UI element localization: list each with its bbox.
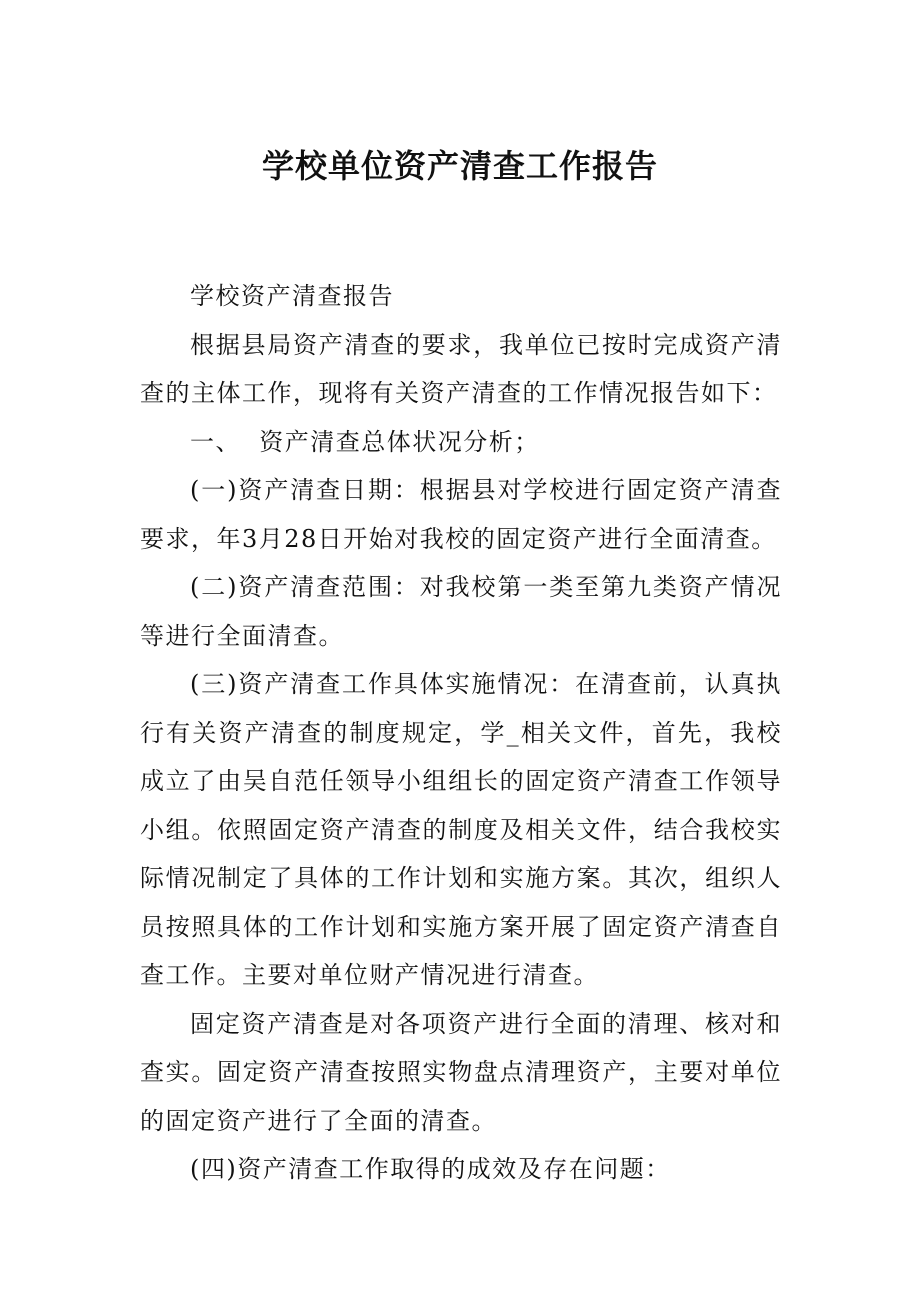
paragraph-item-1: (一)资产清查日期：根据县对学校进行固定资产清查要求，年3月28日开始对我校的固定资产进行全面清查。 [140,476,782,553]
document-title: 学校单位资产清查工作报告 [261,147,658,185]
paragraph-intro: 根据县局资产清查的要求，我单位已按时完成资产清查的主体工作，现将有关资产清查的工作情况报告如下： [140,330,782,407]
paragraph-item-2: (二)资产清查范围：对我校第一类至第九类资产情况等进行全面清查。 [140,573,782,650]
paragraph-item-3: (三)资产清查工作具体实施情况：在清查前，认真执行有关资产清查的制度规定，学_相关文件，首先，我校成立了由吴自范任领导小组组长的固定资产清查工作领导小组。依照固定资产清查的制度及相关文件，结合我校实际情况制定了具体的工作计划和实施方案。其次，组织人员按照具体的工作计划和实施方案开展了固定资产清查自查工作。主要对单位财产情况进行清查。 [140,670,782,989]
document-body [140,272,782,1194]
paragraph-subtitle: 学校资产清查报告 [190,282,394,310]
section-heading-1: 一、 资产清查总体状况分析； [190,427,540,456]
paragraph-fixed-assets: 固定资产清查是对各项资产进行全面的清理、核对和查实。固定资产清查按照实物盘点清理资产，主要对单位的固定资产进行了全面的清查。 [140,1009,782,1135]
paragraph-item-4: (四)资产清查工作取得的成效及存在问题： [190,1155,671,1183]
